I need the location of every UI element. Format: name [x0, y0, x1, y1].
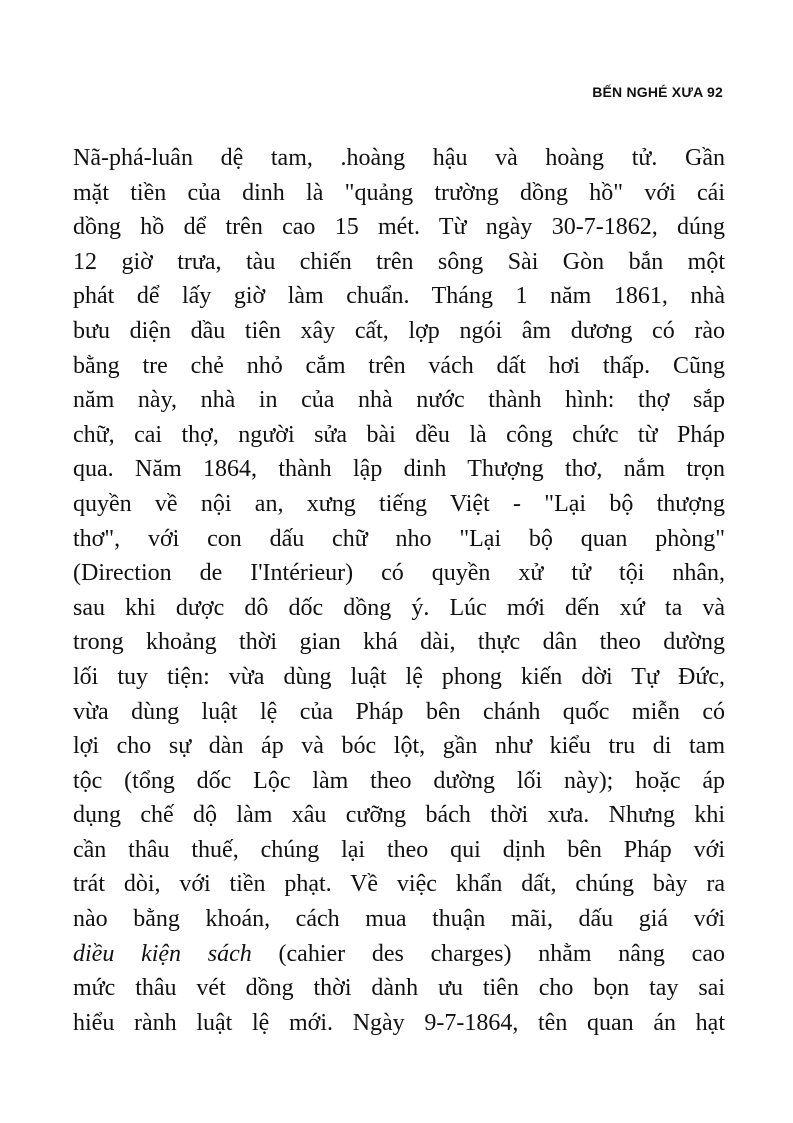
text-line: nào bằng khoán, cách mua thuận mãi, dấu giá với: [73, 906, 725, 933]
text-line: chữ, cai thợ, người sửa bài dều là công chức từ Pháp: [73, 421, 725, 448]
text-line: dồng hồ dể trên cao 15 mét. Từ ngày 30-7-1862, dúng: [73, 214, 725, 241]
text-line: phát dể lấy giờ làm chuẩn. Tháng 1 năm 1861, nhà: [73, 283, 725, 310]
text-line: tộc (tổng dốc Lộc làm theo dường lối này); hoặc áp: [73, 767, 725, 794]
text-line: hiểu rành luật lệ mới. Ngày 9-7-1864, tên quan án hạt: [73, 1009, 725, 1036]
text-line: năm này, nhà in của nhà nước thành hình: thợ sắp: [73, 387, 725, 414]
text-line: thơ", với con dấu chữ nho "Lại bộ quan phòng": [73, 525, 725, 552]
running-header: BẾN NGHÉ XƯA 92: [592, 84, 723, 100]
italic-term: diều kiện sách: [73, 940, 252, 967]
text-line: dụng chế dộ làm xâu cưỡng bách thời xưa. Nhưng khi: [73, 802, 725, 829]
text-line: quyền về nội an, xưng tiếng Việt - "Lại bộ thượng: [73, 490, 725, 517]
page-body-text: [73, 141, 725, 1040]
text-line: 12 giờ trưa, tàu chiến trên sông Sài Gòn bắn một: [73, 248, 725, 275]
text-line: lối tuy tiện: vừa dùng luật lệ phong kiến dời Tự Đức,: [73, 663, 725, 690]
text-line: vừa dùng luật lệ của Pháp bên chánh quốc miễn có: [73, 698, 725, 725]
text-line: sau khi dược dô dốc dồng ý. Lúc mới dến xứ ta và: [73, 594, 725, 621]
text-line: mức thâu vét dồng thời dành ưu tiên cho bọn tay sai: [73, 975, 725, 1002]
text-line: trong khoảng thời gian khá dài, thực dân theo dường: [73, 629, 725, 656]
text-line: Nã-phá-luân dệ tam, .hoàng hậu và hoàng tử. Gần: [73, 145, 725, 171]
text-line: mặt tiền của dinh là "quảng trường dồng hồ" với cái: [73, 179, 725, 206]
text-line: lợi cho sự dàn áp và bóc lột, gần như kiểu tru di tam: [73, 733, 725, 760]
text-line: cần thâu thuế, chúng lại theo qui dịnh bên Pháp với: [73, 836, 725, 863]
text-line: trát dòi, với tiền phạt. Về việc khẩn dất, chúng bày ra: [73, 871, 725, 898]
text-line: qua. Năm 1864, thành lập dinh Thượng thơ, nắm trọn: [73, 456, 725, 483]
text-line: bằng tre chẻ nhỏ cắm trên vách dất hơi thấp. Cũng: [73, 352, 725, 379]
text-line: [73, 937, 725, 972]
text-line: bưu diện dầu tiên xây cất, lợp ngói âm dương có rào: [73, 317, 725, 344]
text-line: (Direction de I'Intérieur) có quyền xử tử tội nhân,: [73, 560, 725, 587]
text-line-rest: (cahier des charges) nhằm nâng cao: [251, 940, 725, 967]
